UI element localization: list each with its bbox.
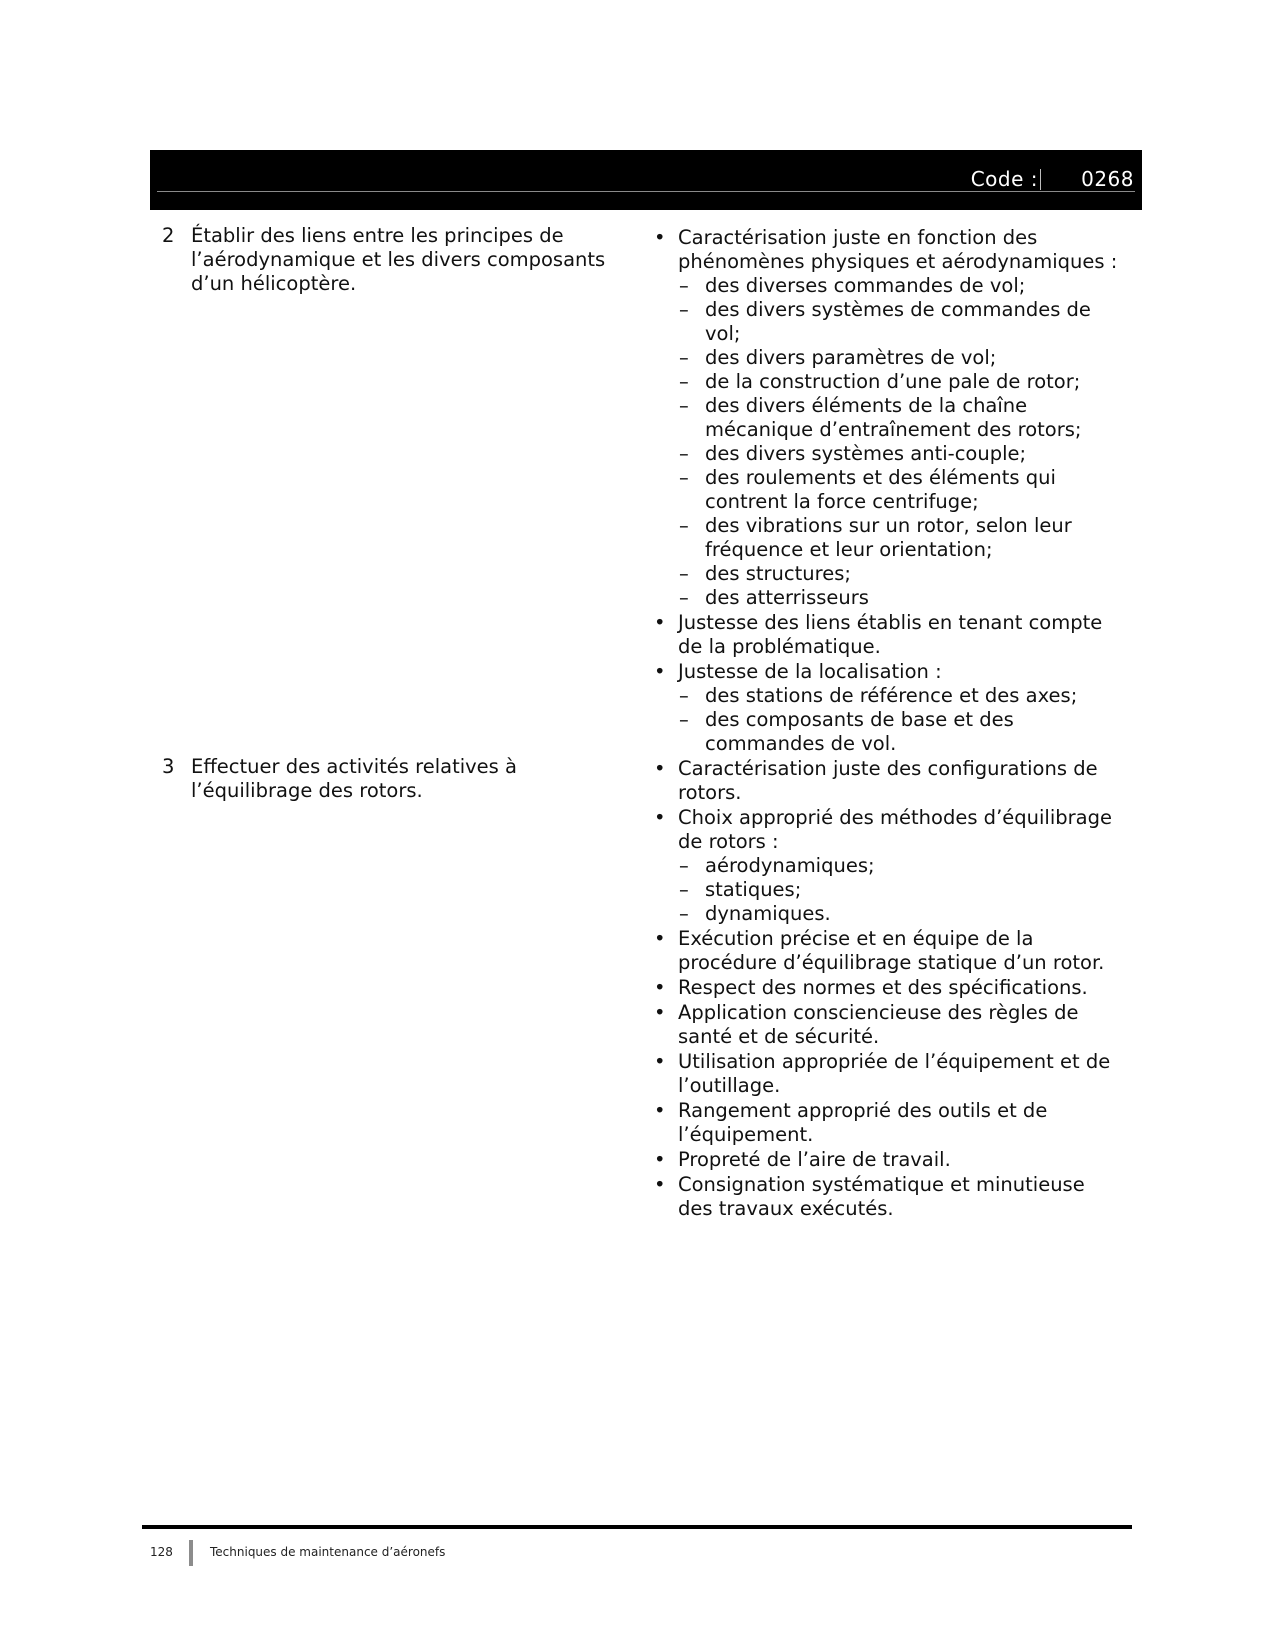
page-number: 128 xyxy=(150,1545,173,1559)
criterion-item xyxy=(654,1148,1124,1172)
dash-icon: – xyxy=(679,370,689,393)
dash-icon: – xyxy=(679,902,689,925)
criterion-text: Utilisation appropriée de l’équipement et de l’outillage. xyxy=(678,1050,1111,1097)
dash-icon: – xyxy=(679,466,689,489)
dash-icon: – xyxy=(679,586,689,609)
bullet-icon: • xyxy=(654,1148,666,1171)
element-number: 3 xyxy=(162,755,175,778)
bullet-icon: • xyxy=(654,1050,666,1073)
criterion-text: Propreté de l’aire de travail. xyxy=(678,1148,951,1171)
criterion-text: Caractérisation juste des configurations de rotors. xyxy=(678,757,1098,804)
criterion-item xyxy=(654,1050,1124,1098)
sub-item-text: des divers éléments de la chaîne mécanique d’entraînement des rotors; xyxy=(705,394,1082,441)
sub-item xyxy=(679,298,1124,346)
sub-list xyxy=(678,854,1124,926)
criteria-column xyxy=(654,226,1124,757)
bullet-icon: • xyxy=(654,1173,666,1196)
dash-icon: – xyxy=(679,394,689,417)
sub-list xyxy=(678,684,1124,756)
sub-item-text: de la construction d’une pale de rotor; xyxy=(705,370,1081,393)
code-separator xyxy=(1040,169,1041,190)
criterion-item xyxy=(654,1001,1124,1049)
bullet-icon: • xyxy=(654,757,666,780)
criterion-text: Exécution précise et en équipe de la procédure d’équilibrage statique d’un rotor. xyxy=(678,927,1105,974)
sub-item xyxy=(679,902,1124,926)
sub-item xyxy=(679,708,1124,756)
dash-icon: – xyxy=(679,346,689,369)
dash-icon: – xyxy=(679,298,689,321)
criterion-text: Justesse de la localisation : xyxy=(678,660,942,683)
sub-item xyxy=(679,274,1124,298)
header-bar xyxy=(150,150,1142,210)
bullet-icon: • xyxy=(654,226,666,249)
sub-item xyxy=(679,394,1124,442)
dash-icon: – xyxy=(679,878,689,901)
code-label: Code : xyxy=(970,167,1038,191)
sub-list xyxy=(678,274,1124,610)
sub-item xyxy=(679,684,1124,708)
element-text: Effectuer des activités relatives à l’équilibrage des rotors. xyxy=(191,755,517,802)
dash-icon: – xyxy=(679,708,689,731)
sub-item-text: des atterrisseurs xyxy=(705,586,869,609)
sub-item xyxy=(679,878,1124,902)
criterion-item xyxy=(654,1173,1124,1221)
criterion-item xyxy=(654,927,1124,975)
dash-icon: – xyxy=(679,274,689,297)
sub-item xyxy=(679,442,1124,466)
criterion-text: Choix approprié des méthodes d’équilibrage de rotors : xyxy=(678,806,1112,853)
sub-item xyxy=(679,370,1124,394)
criterion-item xyxy=(654,611,1124,659)
criterion-text: Justesse des liens établis en tenant compte de la problématique. xyxy=(678,611,1103,658)
code-value: 0268 xyxy=(1081,167,1134,191)
bullet-icon: • xyxy=(654,1099,666,1122)
bullet-icon: • xyxy=(654,611,666,634)
criterion-item xyxy=(654,1099,1124,1147)
footer-separator xyxy=(189,1540,193,1566)
sub-item xyxy=(679,586,1124,610)
sub-item-text: des composants de base et des commandes de vol. xyxy=(705,708,1014,755)
sub-item-text: des divers paramètres de vol; xyxy=(705,346,997,369)
criterion-text: Rangement approprié des outils et de l’équipement. xyxy=(678,1099,1048,1146)
sub-item-text: des diverses commandes de vol; xyxy=(705,274,1026,297)
bullet-icon: • xyxy=(654,976,666,999)
dash-icon: – xyxy=(679,684,689,707)
sub-item xyxy=(679,466,1124,514)
bullet-icon: • xyxy=(654,1001,666,1024)
sub-item-text: statiques; xyxy=(705,878,802,901)
sub-item-text: des divers systèmes anti-couple; xyxy=(705,442,1027,465)
sub-item-text: aérodynamiques; xyxy=(705,854,875,877)
criterion-text: Caractérisation juste en fonction des phénomènes physiques et aérodynamiques : xyxy=(678,226,1118,273)
bullet-icon: • xyxy=(654,806,666,829)
criterion-item xyxy=(654,806,1124,926)
document-title: Techniques de maintenance d’aéronefs xyxy=(210,1545,446,1559)
criterion-text: Consignation systématique et minutieuse des travaux exécutés. xyxy=(678,1173,1085,1220)
dash-icon: – xyxy=(679,854,689,877)
element-number: 2 xyxy=(162,224,175,247)
sub-item xyxy=(679,514,1124,562)
sub-item-text: des stations de référence et des axes; xyxy=(705,684,1078,707)
dash-icon: – xyxy=(679,514,689,537)
criterion-text: Respect des normes et des spécifications. xyxy=(678,976,1088,999)
sub-item-text: des vibrations sur un rotor, selon leur fréquence et leur orientation; xyxy=(705,514,1072,561)
criteria-column xyxy=(654,757,1124,1222)
sub-item-text: dynamiques. xyxy=(705,902,831,925)
header-rule xyxy=(157,191,1135,192)
sub-item xyxy=(679,854,1124,878)
dash-icon: – xyxy=(679,442,689,465)
criterion-item xyxy=(654,226,1124,610)
bullet-icon: • xyxy=(654,927,666,950)
criterion-item xyxy=(654,757,1124,805)
sub-item xyxy=(679,562,1124,586)
criterion-text: Application consciencieuse des règles de santé et de sécurité. xyxy=(678,1001,1079,1048)
sub-item-text: des structures; xyxy=(705,562,851,585)
element-text: Établir des liens entre les principes de l’aérodynamique et les divers composants d’un hélicoptère. xyxy=(191,224,606,295)
sub-item-text: des roulements et des éléments qui contrent la force centrifuge; xyxy=(705,466,1056,513)
bullet-icon: • xyxy=(654,660,666,683)
sub-item xyxy=(679,346,1124,370)
criterion-item xyxy=(654,660,1124,756)
sub-item-text: des divers systèmes de commandes de vol; xyxy=(705,298,1091,345)
footer-rule xyxy=(142,1525,1132,1529)
dash-icon: – xyxy=(679,562,689,585)
criterion-item xyxy=(654,976,1124,1000)
